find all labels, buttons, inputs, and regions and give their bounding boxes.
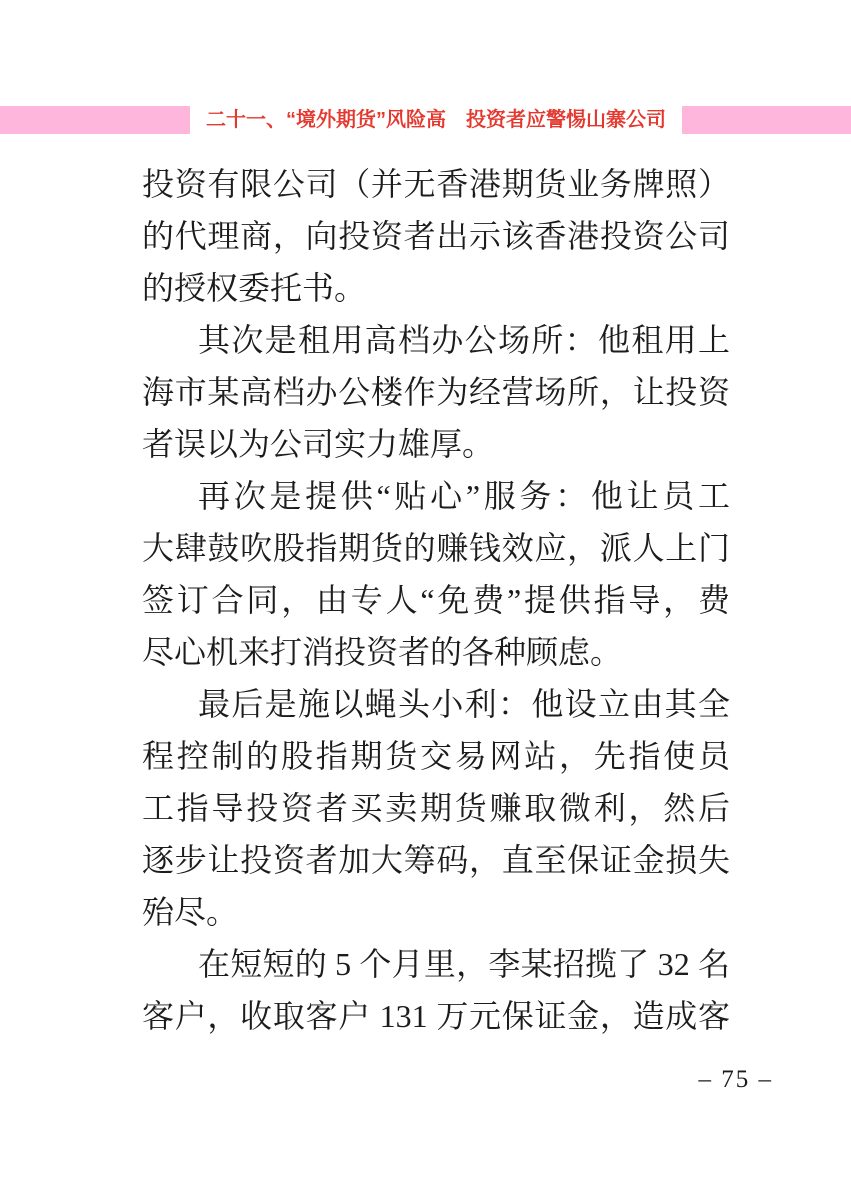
body-text	[142, 158, 730, 1042]
text-line: 逐步让投资者加大筹码，直至保证金损失	[142, 842, 730, 878]
text-line: 大肆鼓吹股指期货的赚钱效应，派人上门	[142, 530, 730, 566]
chapter-title: 二十一、“境外期货”风险高 投资者应警惕山寨公司	[206, 109, 666, 131]
text-line: 者误以为公司实力雄厚。	[142, 426, 495, 462]
text-line: 其次是租用高档办公场所：他租用上	[198, 322, 730, 358]
text-line: 的代理商，向投资者出示该香港投资公司	[142, 218, 730, 254]
chapter-header	[0, 106, 851, 134]
header-bar-left	[0, 106, 190, 134]
text-line: 在短短的 5 个月里，李某招揽了 32 名	[198, 946, 730, 982]
text-line: 殆尽。	[142, 894, 239, 930]
text-line: 客户，收取客户 131 万元保证金，造成客	[142, 998, 730, 1034]
page-number: – 75 –	[698, 1066, 773, 1093]
text-line: 程控制的股指期货交易网站，先指使员	[142, 738, 730, 774]
text-line: 最后是施以蝇头小利：他设立由其全	[198, 686, 730, 722]
text-line: 尽心机来打消投资者的各种顾虑。	[142, 634, 623, 670]
text-line: 的授权委托书。	[142, 270, 367, 306]
text-line: 签订合同，由专人“免费”提供指导，费	[142, 582, 730, 618]
text-line: 再次是提供“贴心”服务：他让员工	[198, 478, 730, 514]
text-line: 工指导投资者买卖期货赚取微利，然后	[142, 790, 730, 826]
header-bar-right	[682, 106, 851, 134]
text-line: 海市某高档办公楼作为经营场所，让投资	[142, 374, 730, 410]
text-line: 投资有限公司（并无香港期货业务牌照）	[142, 166, 730, 202]
